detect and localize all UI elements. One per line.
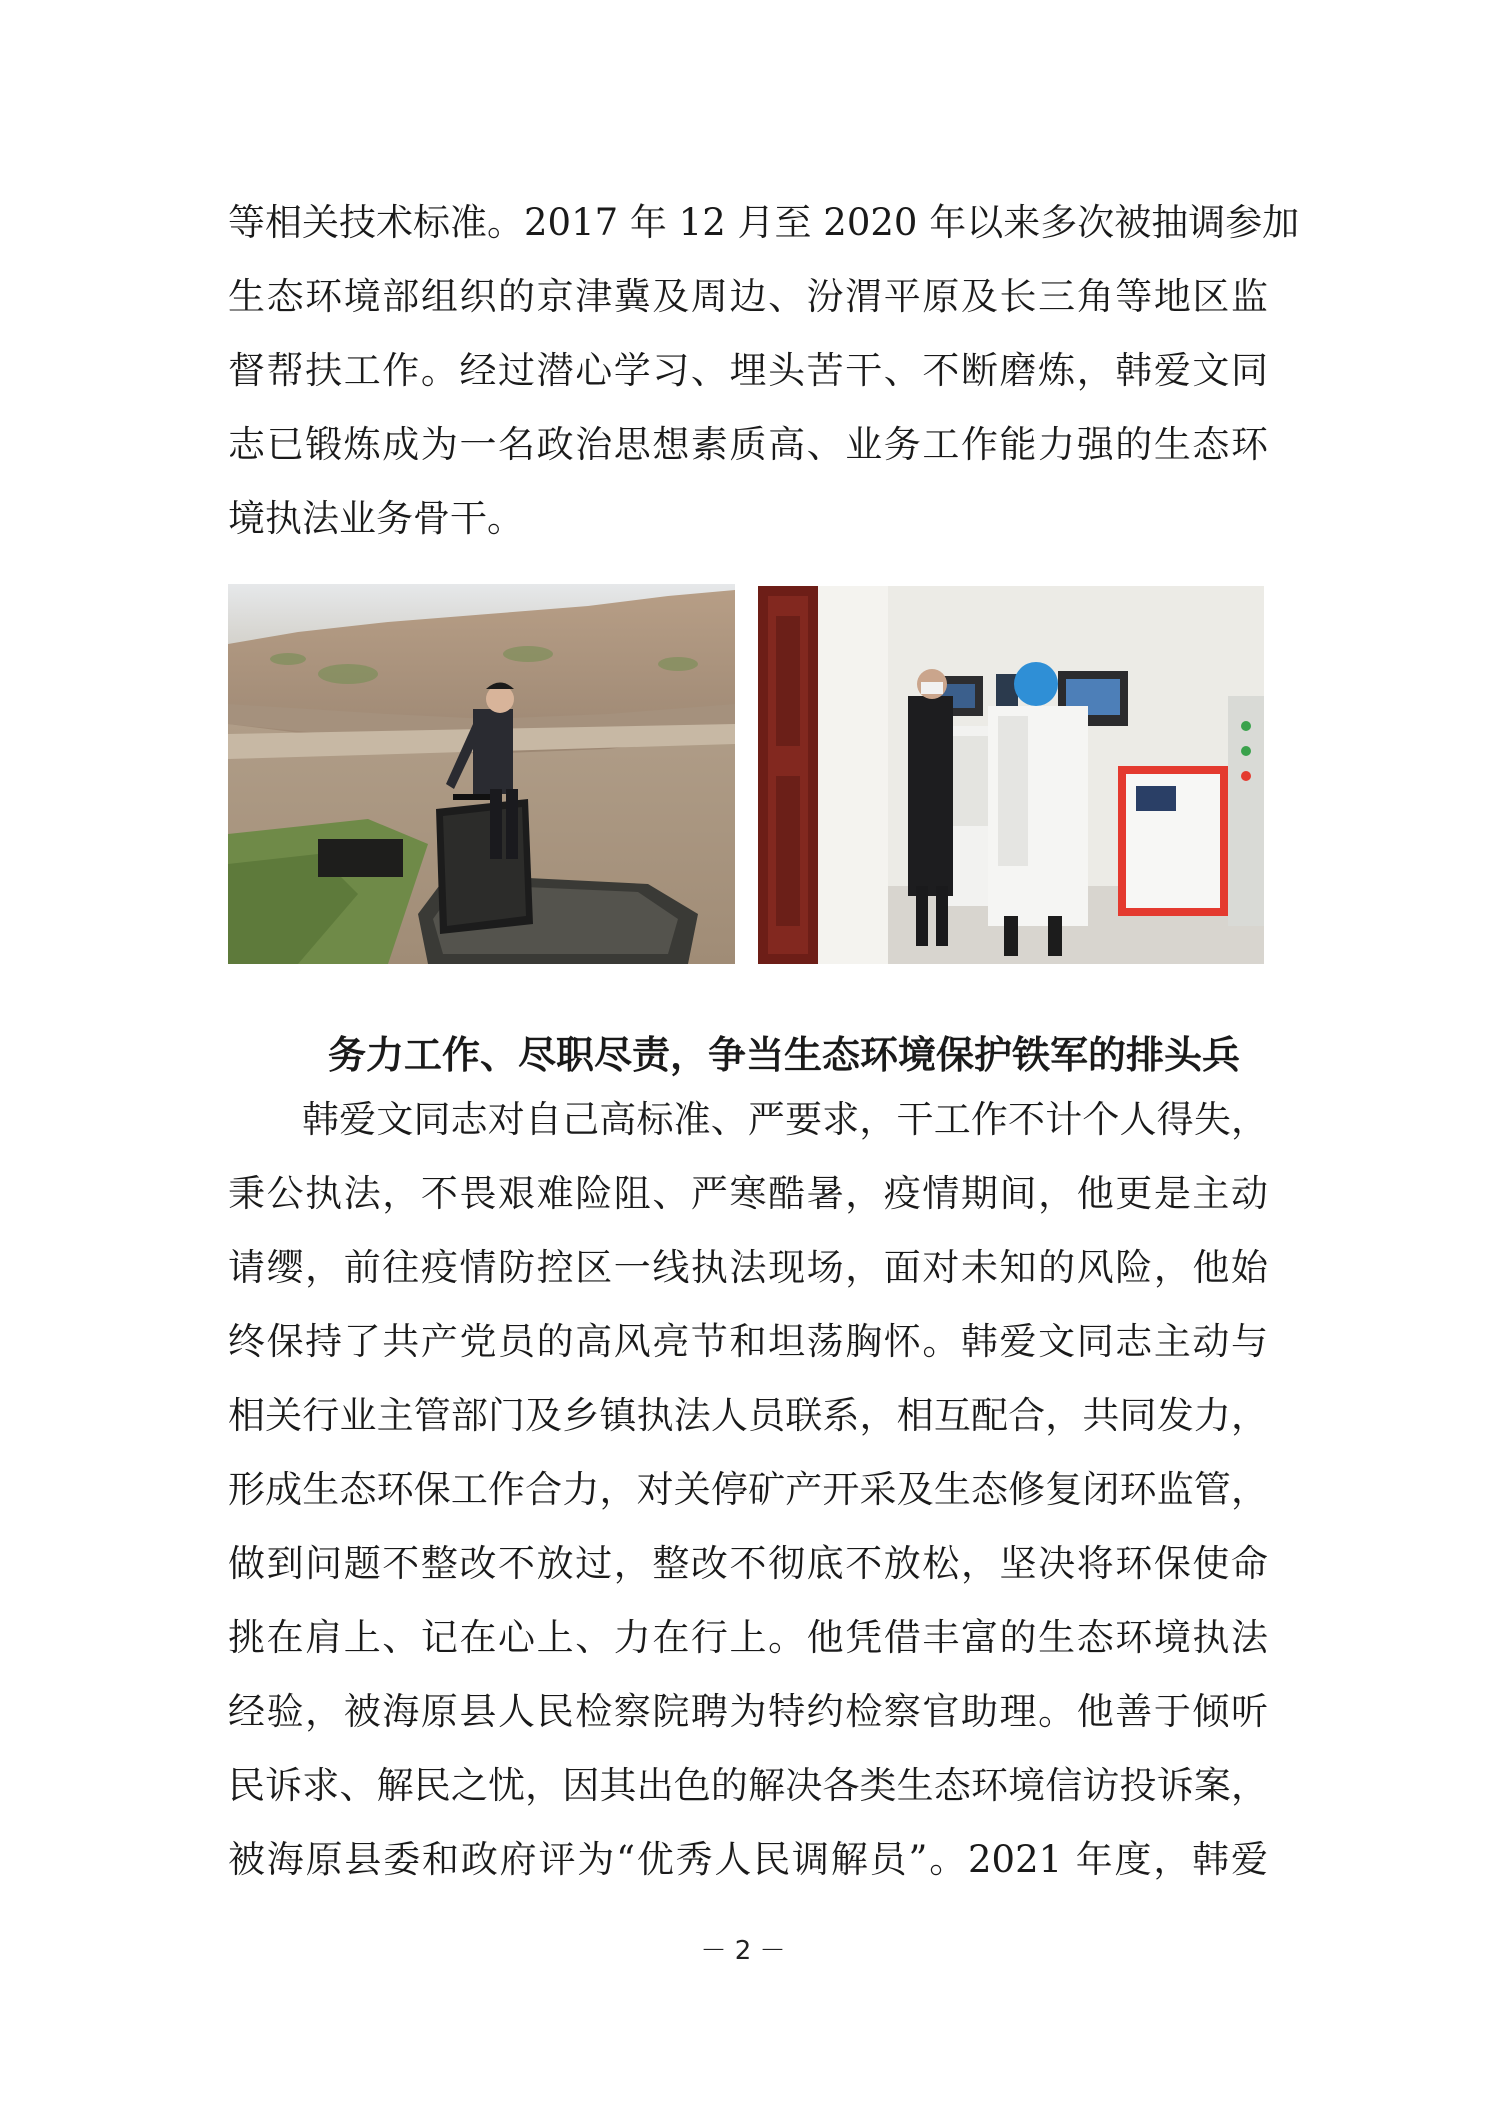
paragraph-2 xyxy=(228,1083,1268,1897)
paragraph-1-line-4: 志已锻炼成为一名政治思想素质高、业务工作能力强的生态环 xyxy=(228,423,1268,466)
paragraph-2-line-10: 民诉求、解民之忧，因其出色的解决各类生态环境信访投诉案， xyxy=(228,1764,1268,1807)
paragraph-2-line-6: 形成生态环保工作合力，对关停矿产开采及生态修复闭环监管， xyxy=(228,1468,1268,1511)
paragraph-2-line-9: 经验，被海原县人民检察院聘为特约检察官助理。他善于倾听 xyxy=(228,1690,1268,1733)
photo-indoor-monitoring xyxy=(758,586,1264,964)
photo-outdoor-inspection xyxy=(228,584,735,964)
paragraph-1-line-3: 督帮扶工作。经过潜心学习、埋头苦干、不断磨炼，韩爱文同 xyxy=(228,349,1268,392)
section-heading: 务力工作、尽职尽责，争当生态环境保护铁军的排头兵 xyxy=(327,1032,1240,1077)
paragraph-2-line-7: 做到问题不整改不放过，整改不彻底不放松，坚决将环保使命 xyxy=(228,1542,1268,1585)
paragraph-2-line-8: 挑在肩上、记在心上、力在行上。他凭借丰富的生态环境执法 xyxy=(228,1616,1268,1659)
page-number: － 2 － xyxy=(700,1936,786,1966)
paragraph-2-line-2: 秉公执法，不畏艰难险阻、严寒酷暑，疫情期间，他更是主动 xyxy=(228,1172,1268,1215)
paragraph-1-line-5: 境执法业务骨干。 xyxy=(228,497,524,540)
paragraph-2-line-4: 终保持了共产党员的高风亮节和坦荡胸怀。韩爱文同志主动与 xyxy=(228,1320,1268,1363)
paragraph-2-line-1: 韩爱文同志对自己高标准、严要求，干工作不计个人得失， xyxy=(302,1098,1268,1141)
paragraph-2-line-11: 被海原县委和政府评为“优秀人民调解员”。2021 年度，韩爱 xyxy=(228,1838,1268,1881)
paragraph-1 xyxy=(228,186,1300,556)
paragraph-1-line-2: 生态环境部组织的京津冀及周边、汾渭平原及长三角等地区监 xyxy=(228,275,1268,318)
paragraph-2-line-3: 请缨，前往疫情防控区一线执法现场，面对未知的风险，他始 xyxy=(228,1246,1268,1289)
paragraph-1-line-1: 等相关技术标准。2017 年 12 月至 2020 年以来多次被抽调参加 xyxy=(228,201,1300,244)
photo-indoor-monitoring-image xyxy=(758,586,1264,964)
paragraph-2-line-5: 相关行业主管部门及乡镇执法人员联系，相互配合，共同发力， xyxy=(228,1394,1268,1437)
photo-outdoor-inspection-image xyxy=(228,584,735,964)
